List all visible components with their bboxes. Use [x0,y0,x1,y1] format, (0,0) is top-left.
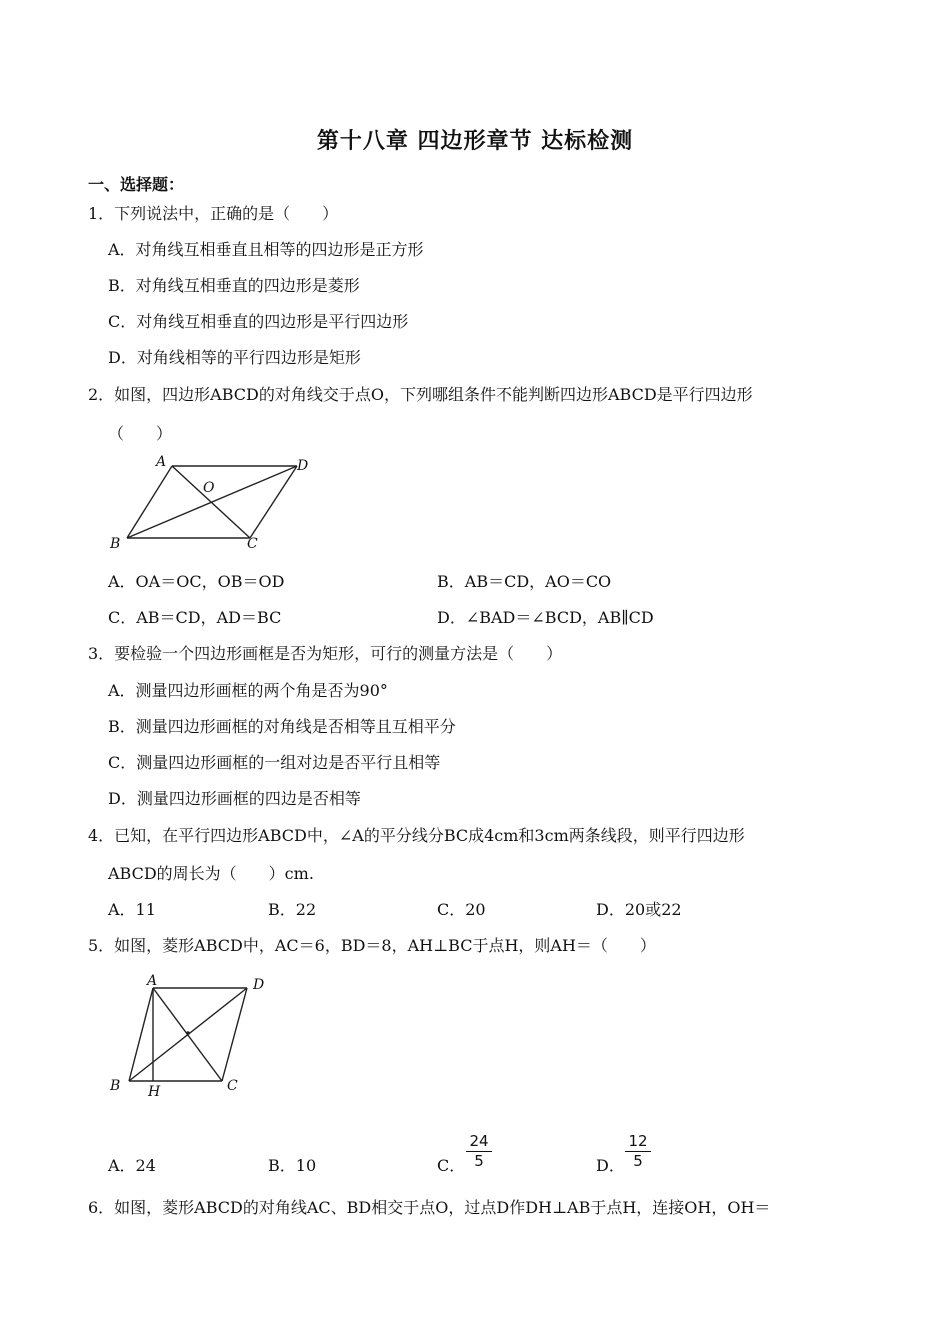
fraction-numerator: 12 [628,1132,648,1150]
question-2-parallelogram-figure [100,450,330,560]
question-5-option-c-fraction [464,1133,494,1170]
question-4-option-d: D．20或22 [596,900,682,919]
question-1-stem: 1．下列说法中，正确的是（ ） [88,204,339,223]
question-5-option-c-prefix: C． [437,1156,466,1175]
fig2-label-d: D [297,458,309,474]
page-title: 第十八章 四边形章节 达标检测 [316,129,634,154]
fraction-denominator: 5 [474,1152,484,1170]
question-1-option-d: D．对角线相等的平行四边形是矩形 [108,348,361,367]
question-1-option-b: B．对角线互相垂直的四边形是菱形 [108,276,360,295]
question-2-option-c: C．AB＝CD，AD＝BC [108,608,282,627]
question-1-option-c: C．对角线互相垂直的四边形是平行四边形 [108,312,409,331]
section-heading: 一、选择题： [88,175,185,194]
question-5-option-d-fraction [623,1133,653,1170]
question-3-option-a: A．测量四边形画框的两个角是否为90° [108,681,388,700]
question-2-option-a: A．OA＝OC，OB＝OD [108,572,285,591]
question-3-stem: 3．要检验一个四边形画框是否为矩形，可行的测量方法是（ ） [88,644,563,663]
question-4-option-a: A．11 [108,900,156,919]
question-5-option-a: A．24 [108,1156,156,1175]
fig5-label-h: H [148,1084,161,1100]
fraction-denominator: 5 [633,1152,643,1170]
question-4-option-c: C．20 [437,900,486,919]
fraction-numerator: 24 [469,1132,489,1150]
question-4-stem-cont: ABCD的周长为（ ）cm. [108,864,314,883]
fig2-label-a: A [156,454,167,470]
question-5-option-b: B．10 [268,1156,317,1175]
question-2-stem-cont: （ ） [108,424,173,443]
fig2-label-c: C [247,536,258,552]
question-3-option-c: C．测量四边形画框的一组对边是否平行且相等 [108,753,441,772]
fig5-label-b: B [110,1078,121,1094]
question-4-stem: 4．已知，在平行四边形ABCD中，∠A的平分线分BC成4cm和3cm两条线段，则平行四边形 [88,826,745,845]
fig5-label-c: C [227,1078,238,1094]
fig2-label-o: O [203,480,215,496]
question-2-option-d: D．∠BAD＝∠BCD，AB∥CD [437,608,654,627]
question-4-option-b: B．22 [268,900,317,919]
question-1-option-a: A．对角线互相垂直且相等的四边形是正方形 [108,240,424,259]
fig2-label-b: B [110,536,121,552]
fig5-label-d: D [253,977,265,993]
question-2-option-b: B．AB＝CD，AO＝CO [437,572,612,591]
question-5-rhombus-figure [100,966,280,1106]
question-6-stem: 6．如图，菱形ABCD的对角线AC、BD相交于点O，过点D作DH⊥AB于点H，连接OH，OH＝ [88,1198,771,1217]
question-3-option-b: B．测量四边形画框的对角线是否相等且互相平分 [108,717,456,736]
question-2-stem: 2．如图，四边形ABCD的对角线交于点O，下列哪组条件不能判断四边形ABCD是平行四边形 [88,385,753,404]
question-3-option-d: D．测量四边形画框的四边是否相等 [108,789,361,808]
fig5-label-a: A [147,973,158,989]
question-5-stem: 5．如图，菱形ABCD中，AC＝6，BD＝8，AH⊥BC于点H，则AH＝（ ） [88,936,656,955]
question-5-option-d-prefix: D． [596,1156,625,1175]
